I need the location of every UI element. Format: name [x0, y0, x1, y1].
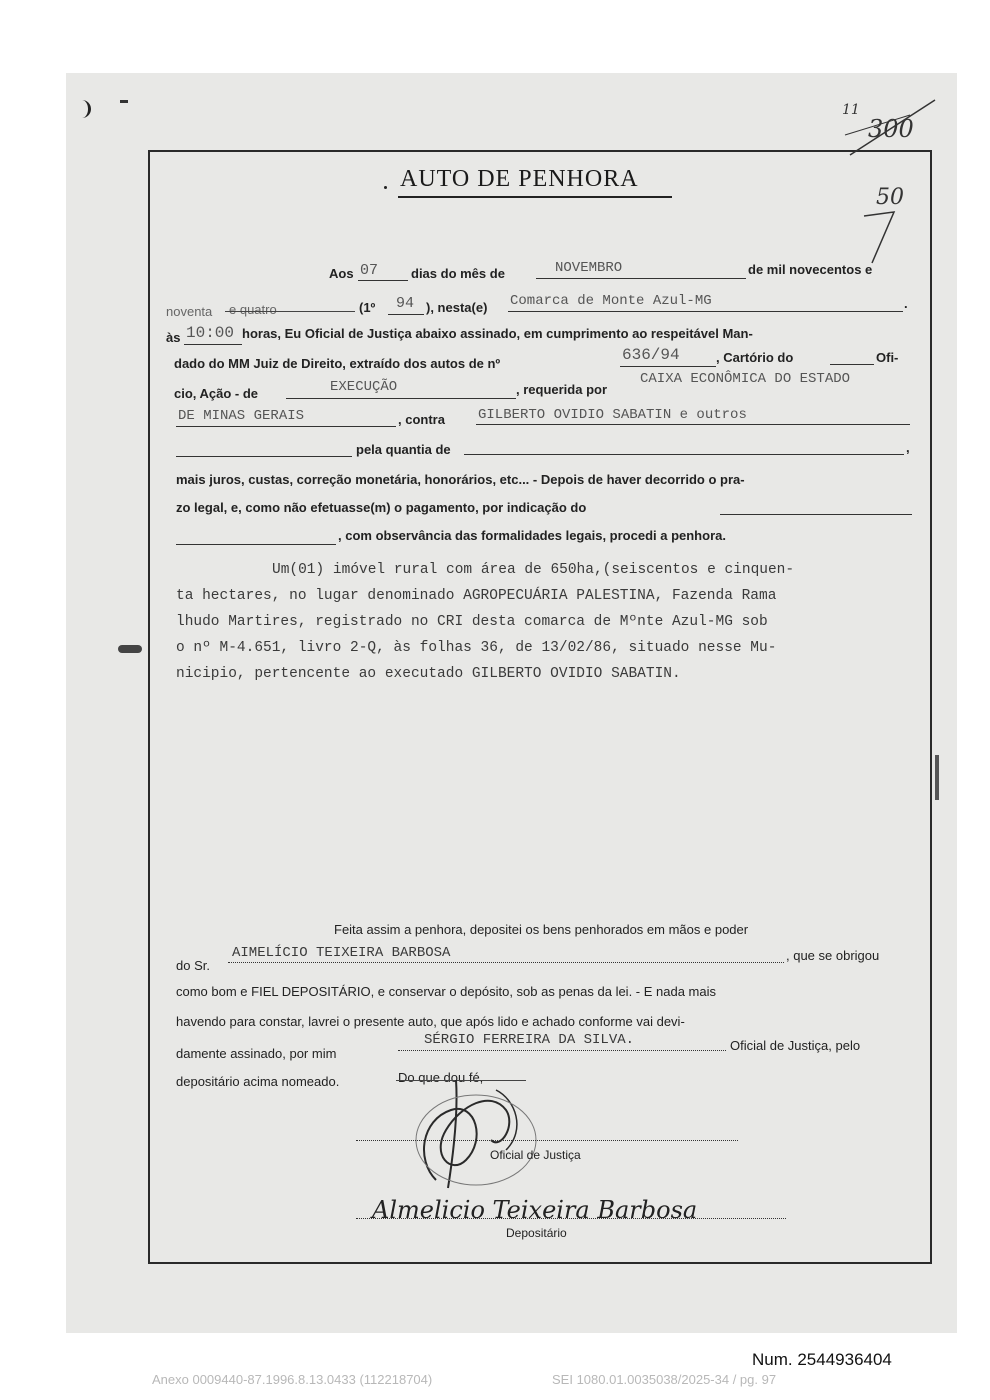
line5-text: cio, Ação - de: [174, 386, 259, 401]
case-number-underline: [620, 366, 716, 367]
body-line-5: nicipio, pertencente ao executado GILBERTO OVIDIO SABATIN.: [176, 666, 681, 682]
day-value: 07: [360, 262, 379, 279]
depositary-label: Depositário: [506, 1226, 567, 1240]
against-underline: [476, 424, 910, 425]
hour-underline: [184, 344, 242, 345]
line6-text: , contra: [398, 412, 445, 427]
top-prefix-annotation: 11: [842, 102, 860, 118]
sei-reference: SEI 1080.01.0035038/2025-34 / pg. 97: [552, 1372, 777, 1387]
month-underline: [536, 278, 746, 279]
amount-underline: [464, 454, 904, 455]
line4-text: dado do MM Juiz de Direito, extraído dos autos de nº: [174, 356, 501, 371]
place-underline: [508, 311, 903, 312]
requester-value: CAIXA ECONÔMICA DO ESTADO: [640, 371, 851, 387]
line1-text: de mil novecentos e: [748, 262, 873, 277]
officer-signature: [396, 1070, 546, 1190]
line3-text: às: [166, 330, 181, 345]
closing-line-6: depositário acima nomeado.: [176, 1074, 340, 1089]
line1-text: dias do mês de: [411, 266, 505, 281]
closing-line-1: Feita assim a penhora, depositei os bens penhorados em mãos e poder: [334, 922, 749, 937]
day-underline: [358, 280, 408, 281]
title-underline: [398, 196, 672, 198]
strikethrough-line: [225, 311, 355, 312]
closing-line-5: damente assinado, por mim: [176, 1046, 337, 1061]
document-title: AUTO DE PENHORA: [400, 166, 639, 192]
document-number: Num. 2544936404: [752, 1350, 892, 1369]
line4-text: Ofi-: [876, 350, 899, 365]
closing-line-3: como bom e FIEL DEPOSITÁRIO, e conservar o depósito, sob as penas da lei. - E nada mais: [176, 984, 716, 999]
margin-dot: [118, 645, 142, 653]
hour-value: 10:00: [186, 324, 235, 342]
depositary-name-value: AIMELÍCIO TEIXEIRA BARBOSA: [232, 945, 451, 961]
line9-text: zo legal, e, como não efetuasse(m) o pagamento, por indicação do: [176, 500, 587, 515]
indication-underline: [720, 514, 912, 515]
margin-dot: [935, 755, 939, 800]
line10-text: , com observância das formalidades legais, procedi a penhora.: [338, 528, 726, 543]
action-value: EXECUÇÃO: [330, 379, 398, 395]
body-line-1: Um(01) imóvel rural com área de 650ha,(seiscentos e cinquen-: [272, 562, 795, 578]
place-value: Comarca de Monte Azul-MG: [510, 293, 712, 309]
depositary-signature: Almelicio Teixeira Barbosa: [372, 1196, 698, 1224]
line2-text: noventa: [166, 304, 213, 319]
officer-name-value: SÉRGIO FERREIRA DA SILVA.: [424, 1032, 635, 1048]
line5-text: , requerida por: [516, 382, 608, 397]
case-number-value: 636/94: [622, 346, 680, 364]
closing-line-5: Oficial de Justiça, pelo: [730, 1038, 861, 1053]
closing-line-2: do Sr.: [176, 958, 210, 973]
requester-value-continued: DE MINAS GERAIS: [178, 408, 305, 424]
year-value: 94: [396, 295, 415, 312]
line3-text: horas, Eu Oficial de Justiça abaixo assinado, em cumprimento ao respeitável Man-: [242, 326, 753, 341]
line8-text: mais juros, custas, correção monetária, honorários, etc... - Depois de haver decorrido o pra-: [176, 472, 745, 487]
year-underline: [388, 314, 424, 315]
closing-line-2: , que se obrigou: [786, 948, 880, 963]
line2-text: .: [904, 296, 908, 311]
officer-name-underline: [398, 1050, 726, 1051]
officer-label: Oficial de Justiça: [490, 1148, 581, 1162]
line4-text: , Cartório do: [716, 350, 794, 365]
amount-leading-underline: [176, 456, 352, 457]
action-underline: [286, 398, 516, 399]
page-number-scribble: [862, 208, 902, 268]
annex-reference: Anexo 0009440-87.1996.8.13.0433 (112218704): [152, 1372, 433, 1387]
top-annotation: 300: [868, 115, 914, 143]
margin-dot: [120, 100, 128, 103]
line1-text: Aos: [329, 266, 354, 281]
officer-signature-line: [356, 1140, 738, 1141]
struck-closing-text: Do que dou fé,: [398, 1070, 484, 1085]
struck-text: e quatro: [229, 302, 277, 317]
depositary-signature-line: [356, 1218, 786, 1219]
line2-text: (1º: [359, 300, 376, 315]
indication-underline-continued: [176, 544, 336, 545]
title-bullet: [384, 186, 387, 189]
line7-text: pela quantia de: [356, 442, 451, 457]
body-line-3: lhudo Martires, registrado no CRI desta comarca de Mºnte Azul-MG sob: [176, 614, 768, 630]
requester-underline: [176, 426, 396, 427]
month-value: NOVEMBRO: [555, 260, 623, 276]
line7-text: ,: [906, 440, 910, 455]
closing-line-4: havendo para constar, lavrei o presente auto, que após lido e achado conforme vai devi-: [176, 1014, 685, 1029]
page-number-annotation: 50: [876, 185, 904, 210]
line2-text: ), nesta(e): [426, 300, 488, 315]
against-value: GILBERTO OVIDIO SABATIN e outros: [478, 407, 747, 423]
body-line-4: o nº M-4.651, livro 2-Q, às folhas 36, de 13/02/86, situado nesse Mu-: [176, 640, 777, 656]
depositary-name-underline: [228, 962, 784, 963]
registry-underline: [830, 364, 874, 365]
body-line-2: ta hectares, no lugar denominado AGROPECUÁRIA PALESTINA, Fazenda Rama: [176, 588, 777, 604]
